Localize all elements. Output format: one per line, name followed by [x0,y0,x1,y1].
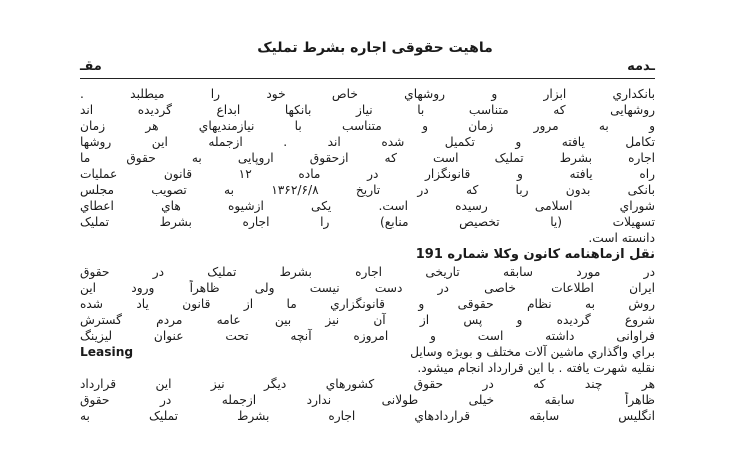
paragraph2-line-3: روش به نظام حقوقی و قانونگزاري ما از قانون یاد شده [80,297,655,311]
paragraph1-line-7: بانکی بدون ربا که در تاریخ ۱۳۶۲/۶/۸ به تصویب مجلس [80,183,655,197]
document-page [80,36,655,436]
document-title: ماهیت حقوقی اجاره بشرط تملیک [257,40,493,56]
paragraph1-line-4: تکامل یافته و تکمیل شده اند . ازجمله این روشها [80,135,655,149]
paragraph2-line-6: براي واگذاري ماشین آلات مختلف و بویژه وسایل [410,345,655,359]
paragraph2-line-4: شروع گردیده و پس از آن نیز بین عامه مردم گسترش [80,313,655,327]
paragraph1-line-8: شوراي اسلامی رسیده است. یکی ازشیوه هاي اعطاي [80,199,655,213]
paragraph1-line-1: بانکداري ابزار و روشهاي خاص خود را میطلبد . [80,87,655,101]
paragraph3-line-3: انگلیس سابقه قراردادهاي اجاره بشرط تملیک به [80,409,655,423]
paragraph2-line-1: در مورد سابقه تاریخی اجاره بشرط تملیک در حقوق [80,265,655,279]
paragraph1-line-3: و به مرور زمان و متناسب با نیازمندیهاي هر زمان [80,119,655,133]
paragraph1-line-9: تسهیلات (یا تخصیص منابع) را اجاره بشرط تملیک [80,215,655,229]
leasing-word: Leasing [80,345,134,359]
section-heading: نقل ازماهنامه کانون وکلا شماره 191 [415,247,655,262]
paragraph1-line-6: راه یافته و قانونگزار در ماده ۱۲ قانون عملیات [80,167,655,181]
intro-heading [80,59,655,74]
paragraph1-line-2: روشهایی که متناسب با نیاز بانکها ابداع گردیده اند [80,103,655,117]
paragraph1-line-10: دانسته است. [588,231,655,245]
intro-heading-right: ـدمه [627,59,655,74]
paragraph1-line-5: اجاره بشرط تملیک است که ازحقوق اروپایی به حقوق ما [80,151,655,165]
heading-underline [80,78,655,79]
paragraph3-line-1: هر چند که در حقوق کشورهاي دیگر نیز این قرارداد [80,377,655,391]
paragraph2-line-2: ایران اطلاعات خاصی در دست نیست ولی ظاهراً ورود این [80,281,655,295]
intro-heading-left: مقـ [80,59,102,74]
paragraph2-line-7: نقلیه شهرت یافته . با این قرارداد انجام میشود. [417,361,655,375]
paragraph2-line-6-row [80,344,655,360]
paragraph3-line-2: ظاهراً سابقه خیلی طولانی ندارد ازجمله در حقوق [80,393,655,407]
paragraph2-line-5: فراوانی داشته است و امروزه آنچه تحت عنوان لیزینگ [80,329,655,343]
